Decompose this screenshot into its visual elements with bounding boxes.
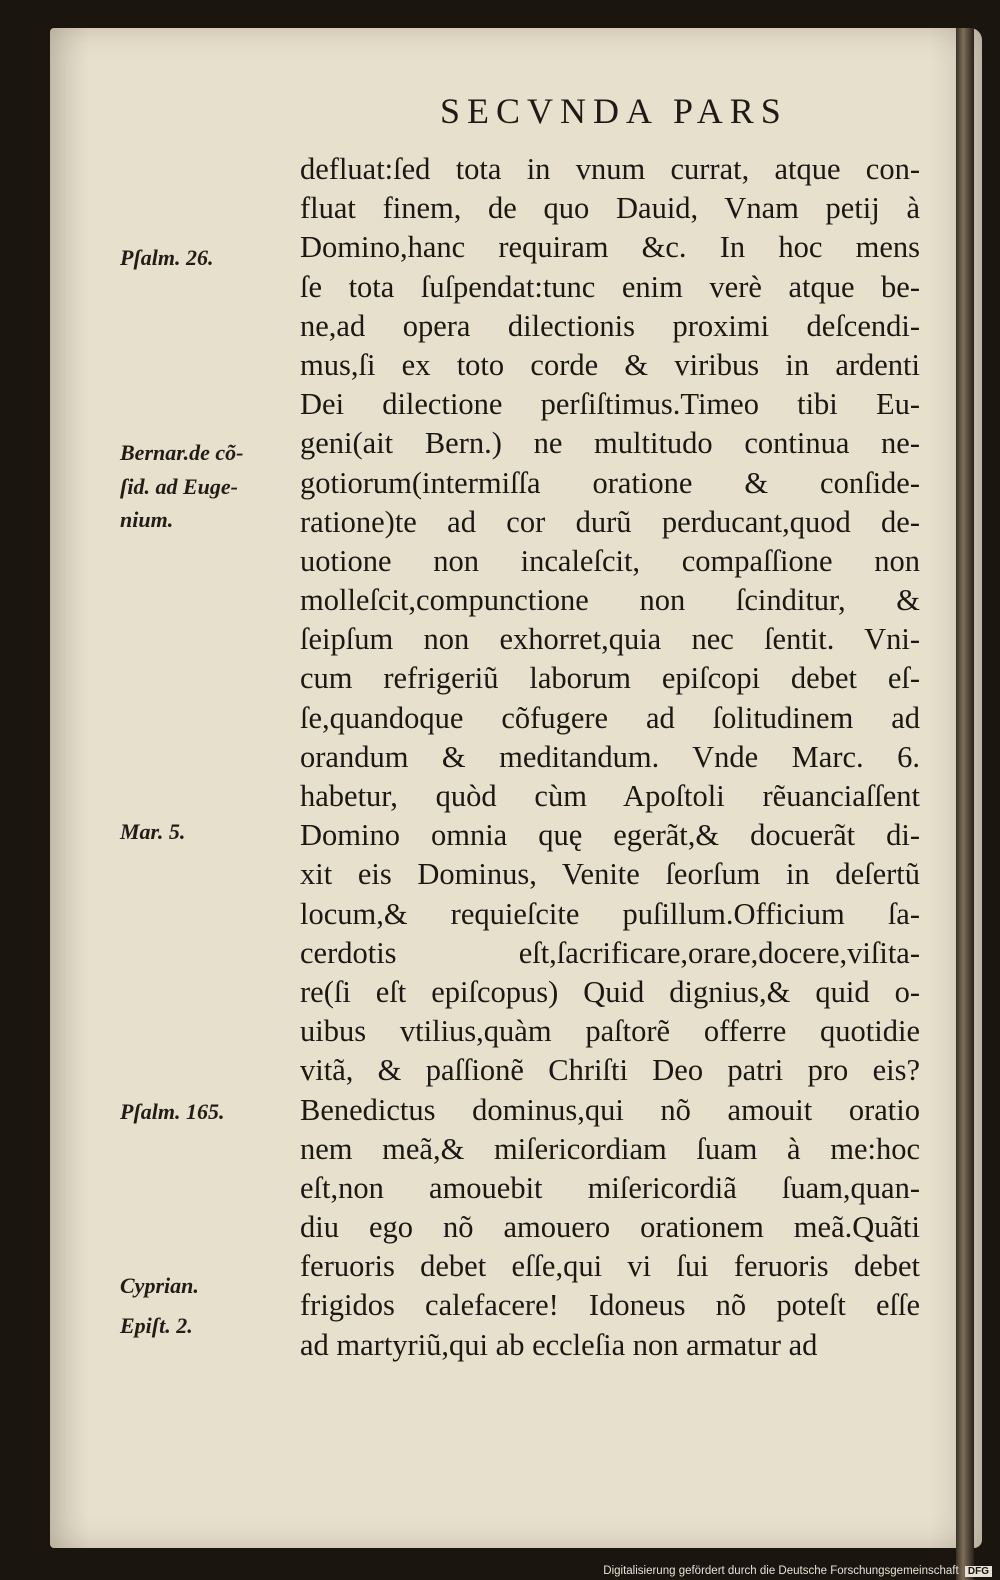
marginal-note: Bernar.de cõ-: [120, 440, 244, 465]
text-line: gotiorum(intermiſſa oratione & conſide-: [300, 465, 920, 500]
text-line: Domino,hanc requiram &c. In hoc mens: [300, 230, 920, 265]
digitization-credit: [603, 1565, 992, 1577]
text-line: re(ſi eſt epiſcopus) Quid dignius,& quid o-: [300, 974, 920, 1009]
text-line: feruoris debet eſſe,qui vi ſui feruoris debet: [300, 1249, 920, 1284]
text-line: diu ego nõ amouero orationem meã.Quãti: [300, 1210, 920, 1245]
marginal-note: Pſalm. 165.: [120, 1099, 225, 1124]
dfg-logo-icon: DFG: [965, 1566, 992, 1577]
text-line: cerdotis eſt,ſacrificare,orare,docere,viſita-: [300, 935, 920, 970]
text-line: ſe,quandoque cõfugere ad ſolitudinem ad: [300, 700, 920, 735]
text-line: defluat:ſed tota in vnum currat, atque con-: [300, 152, 920, 186]
text-line: geni(ait Bern.) ne multitudo continua ne-: [300, 426, 920, 461]
text-line: ſeipſum non exhorret,quia nec ſentit. Vni-: [300, 622, 920, 657]
text-line: mus,ſi ex toto corde & viribus in ardenti: [300, 347, 920, 382]
marginal-note: Pſalm. 26.: [120, 245, 214, 270]
text-line: cum refrigeriũ laborum epiſcopi debet eſ-: [300, 661, 920, 696]
text-line: frigidos calefacere! Idoneus nõ poteſt eſſe: [300, 1288, 920, 1323]
text-line: nem meã,& miſericordiam ſuam à me:hoc: [300, 1131, 920, 1166]
body-text: [300, 150, 920, 1365]
marginal-note: Epiſt. 2.: [120, 1313, 193, 1338]
text-line: ſe tota ſuſpendat:tunc enim verè atque be-: [300, 269, 920, 304]
text-line: uibus vtilius,quàm paſtorẽ offerre quotidie: [300, 1014, 920, 1049]
text-line: eſt,non amouebit miſericordiã ſuam,quan-: [300, 1170, 920, 1205]
marginal-note: nium.: [120, 507, 174, 532]
marginal-note: Mar. 5.: [120, 819, 186, 844]
credit-text: Digitalisierung gefördert durch die Deutsche Forschungsgemeinschaft: [603, 1565, 959, 1577]
marginal-note: Cyprian.: [120, 1273, 199, 1298]
text-line: ad martyriũ,qui ab eccleſia non armatur ad: [300, 1327, 818, 1362]
text-line: Domino omnia quę egerãt,& docuerãt di-: [300, 818, 920, 853]
text-line: habetur, quòd cùm Apoſtoli rẽuanciaſſent: [300, 779, 920, 813]
text-line: xit eis Dominus, Venite ſeorſum in deſertũ: [300, 857, 920, 892]
text-line: Dei dilectione perſiſtimus.Timeo tibi Eu-: [300, 387, 920, 422]
text-line: Benedictus dominus,qui nõ amouit oratio: [300, 1092, 920, 1127]
text-line: fluat finem, de quo Dauid, Vnam petij à: [300, 191, 920, 226]
text-line: orandum & meditandum. Vnde Marc. 6.: [300, 739, 920, 774]
page-edge: [956, 28, 974, 1580]
marginal-note: ſid. ad Euge-: [120, 474, 238, 499]
text-line: uotione non incaleſcit, compaſſione non: [300, 543, 920, 578]
text-line: molleſcit,compunctione non ſcinditur, &: [300, 583, 920, 618]
running-head: SECVNDA PARS: [440, 91, 788, 131]
text-line: vitã, & paſſionẽ Chriſti Deo patri pro eis?: [300, 1053, 920, 1088]
text-line: ratione)te ad cor durũ perducant,quod de-: [300, 504, 920, 539]
text-line: ne,ad opera dilectionis proximi deſcendi-: [300, 308, 920, 343]
text-line: locum,& requieſcite puſillum.Officium ſa-: [300, 896, 920, 931]
